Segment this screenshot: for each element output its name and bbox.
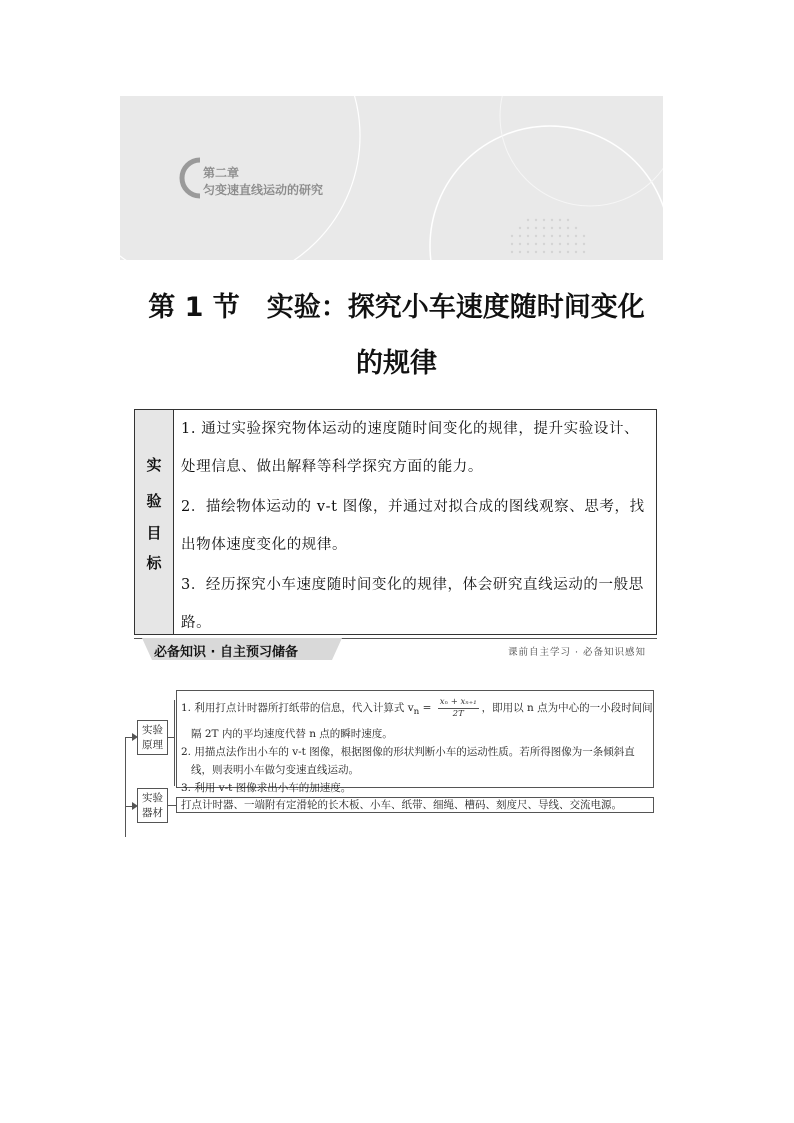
knowledge-tab-title: 必备知识 · 自主预习储备: [154, 645, 298, 660]
principle-node: 实验 原理: [137, 720, 168, 755]
objectives-list: [181, 410, 651, 642]
objectives-label-char: 标: [146, 554, 162, 572]
section-title: [120, 280, 673, 392]
principle-line2: 2. 用描点法作出小车的 v-t 图像，根据图像的形状判断小车的运动性质。若所得图像为一条倾斜直: [181, 746, 635, 759]
objectives-label-char: 验: [146, 492, 162, 510]
objectives-label-char: 目: [146, 524, 162, 542]
diagram-trunk-line: [125, 737, 126, 837]
materials-content: 打点计时器、一端附有定滑轮的长木板、小车、纸带、细绳、槽码、刻度尺、导线、交流电源。: [176, 797, 654, 813]
principle-line2-cont: 线，则表明小车做匀变速直线运动。: [191, 764, 359, 777]
principle-content: [176, 690, 654, 795]
knowledge-bar-caption: 课前自主学习 · 必备知识感知: [508, 647, 647, 658]
section-title-line1: 第 1 节 实验：探究小车速度随时间变化: [148, 292, 645, 323]
principle-line1-sub: n: [413, 707, 420, 718]
formula-denominator: 2T: [452, 708, 464, 719]
materials-node: 实验 器材: [137, 788, 168, 823]
principle-line1-a: 1. 利用打点计时器所打纸带的信息，代入计算式 v: [181, 702, 414, 714]
objective-item: 3．经历探究小车速度随时间变化的规律，体会研究直线运动的一般思路。: [181, 577, 644, 631]
objective-item: 2．描绘物体运动的 v-t 图像，并通过对拟合成的图线观察、思考，找出物体速度变化的规律。: [181, 499, 645, 553]
principle-line1-eq: =: [419, 702, 435, 714]
formula-numerator: xₙ + xₙ₊₁: [439, 696, 477, 707]
objective-item: 1. 通过实验探究物体运动的速度随时间变化的规律，提升实验设计、处理信息、做出解释等科学探究方面的能力。: [181, 421, 640, 475]
chapter-title: 匀变速直线运动的研究: [203, 183, 324, 197]
objectives-label: [135, 410, 174, 634]
principle-line1-b: ，即用以 n 点为中心的一小段时间间: [481, 702, 653, 714]
principle-line1-cont: 隔 2T 内的平均速度代替 n 点的瞬时速度。: [191, 728, 393, 741]
diagram-connector: [168, 805, 176, 806]
chapter-number: 第二章: [203, 166, 240, 180]
principle-line3: 3. 利用 v-t 图像求出小车的加速度。: [181, 782, 352, 795]
objectives-label-char: 实: [146, 456, 162, 474]
diagram-bracket: [174, 700, 175, 786]
section-title-line2: 的规律: [356, 348, 437, 379]
objectives-box: [134, 409, 657, 635]
velocity-formula: [438, 697, 479, 720]
